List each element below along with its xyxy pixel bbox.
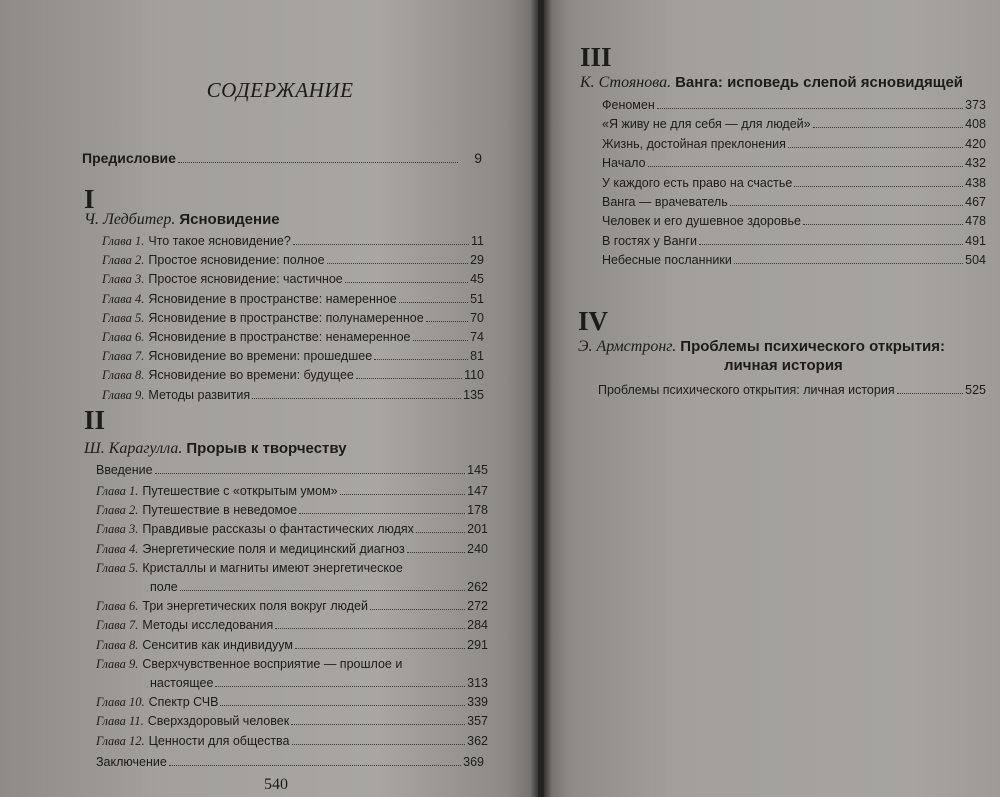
toc-entry: Начало 432 <box>602 156 986 171</box>
part-1-title: Ч. Ледбитер. Ясновидение <box>84 211 280 228</box>
part-4-title-line2: личная история <box>724 357 843 374</box>
toc-entry: Глава 8. Ясновидение во времени: будущее 110 <box>102 368 484 383</box>
toc-entry-conclusion: Заключение 369 <box>96 755 484 769</box>
toc-entry: Глава 9. Методы развития 135 <box>102 387 484 402</box>
toc-entry: Ванга — врачеватель 467 <box>602 195 986 209</box>
toc-entry: Проблемы психического открытия: личная история 525 <box>598 383 986 397</box>
part-2-title: Ш. Карагулла. Прорыв к творчеству <box>84 440 347 457</box>
toc-entry: Глава 4. Энергетические поля и медицинский диагноз 240 <box>96 541 488 556</box>
toc-entry: Глава 7. Ясновидение во времени: прошедшее 81 <box>102 349 484 364</box>
toc-entry: Глава 3. Правдивые рассказы о фантастических людях 201 <box>96 522 488 537</box>
toc-entry: Глава 5. Ясновидение в пространстве: полунамеренное 70 <box>102 310 484 325</box>
toc-entry: В гостях у Ванги 491 <box>602 233 986 248</box>
toc-entry: Глава 7. Методы исследования 284 <box>96 618 488 633</box>
toc-entry: Глава 2. Простое ясновидение: полное 29 <box>102 253 484 268</box>
toc-entry: Небесные посланники 504 <box>602 253 986 268</box>
toc-entry: Глава 6. Ясновидение в пространстве: ненамеренное 74 <box>102 330 484 344</box>
toc-entry: Феномен 373 <box>602 98 986 112</box>
toc-entry: Глава 11. Сверхздоровый человек 357 <box>96 714 488 729</box>
part-4-title: Э. Армстронг. Проблемы психического открытия: <box>578 338 946 355</box>
toc-entry: «Я живу не для себя — для людей» 408 <box>602 117 986 132</box>
toc-entry-preface: Предисловие 9 <box>82 150 482 166</box>
toc-entry: Глава 8. Сенситив как индивидуум 291 <box>96 637 488 652</box>
toc-title: СОДЕРЖАНИЕ <box>206 78 354 102</box>
toc-entry: Глава 5. Кристаллы и магниты имеют энергетическое <box>96 560 403 575</box>
toc-entry: У каждого есть право на счастье 438 <box>602 175 986 190</box>
part-4-number: IV <box>578 306 609 336</box>
toc-entry: Глава 1. Что такое ясновидение? 11 <box>102 234 484 248</box>
toc-entry: Глава 6. Три энергетических поля вокруг людей 272 <box>96 599 488 614</box>
toc-entry: Глава 12. Ценности для общества 362 <box>96 733 488 748</box>
book-gutter <box>530 0 552 797</box>
toc-entry-continuation: поле 262 <box>150 579 488 594</box>
toc-entry: Человек и его душевное здоровье 478 <box>602 214 986 229</box>
toc-entry: Жизнь, достойная преклонения 420 <box>602 136 986 151</box>
toc-entry: Глава 1. Путешествие с «открытым умом» 147 <box>96 484 488 498</box>
toc-entry: Глава 9. Сверхчувственное восприятие — прошлое и <box>96 656 403 671</box>
part-1-number: I <box>84 184 95 214</box>
toc-entry-continuation: настоящее 313 <box>150 675 488 690</box>
toc-entry: Глава 3. Простое ясновидение: частичное 45 <box>102 272 484 287</box>
toc-entry: Глава 4. Ясновидение в пространстве: намеренное 51 <box>102 291 484 306</box>
part-3-number: III <box>580 42 612 72</box>
part-2-number: II <box>84 405 106 435</box>
toc-entry: Глава 10. Спектр СЧВ 339 <box>96 695 488 710</box>
page-number: 540 <box>264 776 288 793</box>
part-3-title: К. Стоянова. Ванга: исповедь слепой ясновидящей <box>580 74 964 91</box>
toc-entry: Глава 2. Путешествие в неведомое 178 <box>96 503 488 518</box>
toc-entry-introduction: Введение 145 <box>96 463 488 477</box>
